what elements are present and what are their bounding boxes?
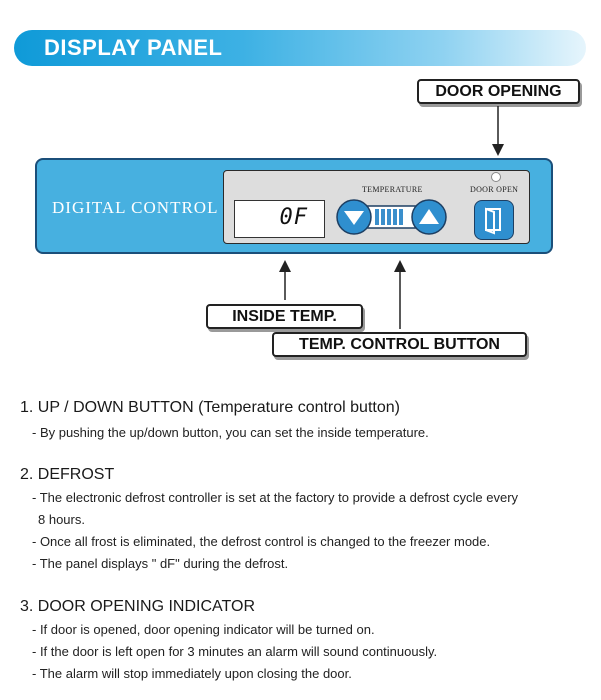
page-title: DISPLAY PANEL (44, 35, 223, 60)
list-item: - The electronic defrost controller is set at the factory to provide a defrost cycle every (32, 490, 519, 505)
section-door-opening-indicator (20, 597, 255, 617)
section-defrost (20, 465, 114, 485)
door-opening-callout: DOOR OPENING (417, 79, 580, 104)
digital-control-panel (35, 158, 553, 254)
door-open-label: DOOR OPEN (470, 185, 519, 194)
section-up-down-button (20, 398, 400, 418)
temperature-label: TEMPERATURE (362, 185, 423, 194)
temperature-display (234, 200, 325, 238)
indicator-led-icon (491, 172, 501, 182)
inside-temp-callout: INSIDE TEMP. (206, 304, 363, 329)
up-arrow-icon (412, 200, 446, 234)
display-value: 0F (279, 205, 308, 230)
list-item: - Once all frost is eliminated, the defrost control is changed to the freezer mode. (32, 534, 491, 549)
list-item: - By pushing the up/down button, you can set the inside temperature. (32, 425, 429, 440)
temp-control-button[interactable] (335, 197, 448, 237)
control-faceplate (223, 170, 530, 244)
list-item: - If door is opened, door opening indicator will be turned on. (32, 622, 375, 637)
section-title: 3. DOOR OPENING INDICATOR (20, 598, 255, 615)
list-item: - The alarm will stop immediately upon closing the door. (32, 666, 352, 681)
down-arrow-icon (337, 200, 371, 234)
door-icon (475, 201, 512, 238)
temp-control-button-callout: TEMP. CONTROL BUTTON (272, 332, 527, 357)
panel-label: DIGITAL CONTROL (52, 198, 219, 217)
door-open-button[interactable] (474, 200, 514, 240)
list-item: - If the door is left open for 3 minutes an alarm will sound continuously. (32, 644, 438, 659)
section-title: 2. DEFROST (20, 466, 115, 483)
section-header (14, 30, 586, 66)
section-title: 1. UP / DOWN BUTTON (Temperature control button) (20, 399, 400, 416)
list-item: 8 hours. (38, 512, 85, 527)
list-item: - The panel displays " dF" during the defrost. (32, 556, 289, 571)
